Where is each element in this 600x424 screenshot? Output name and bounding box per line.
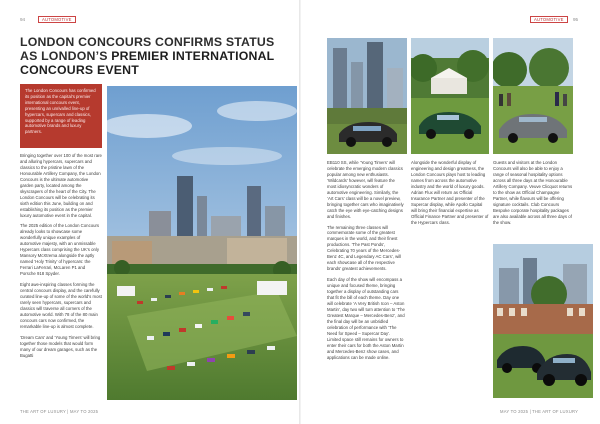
- paragraph: Guests and visitors at the London Concours will also be able to enjoy a range of seasonal hospitality options across all three days at the Honourable Artillery Company. Veuve Clicquot returns to the show as Official Champagne Partner, while flavours will be offering signature cocktails. Club Concours Bespoke corporate hospitality packages are also available across all three days of the show.: [493, 160, 573, 225]
- skyline-car-image: [327, 38, 407, 154]
- page-number-left: 94: [20, 17, 26, 22]
- aerial-city-lawn-image: [107, 86, 297, 400]
- footer-right: MAY TO 2025 | THE ART OF LUXURY: [500, 409, 579, 414]
- footer-issue-right: MAY TO 2025: [500, 409, 529, 414]
- right-page: [300, 0, 600, 424]
- section-tag-left: AUTOMOTIVE: [38, 16, 76, 23]
- section-tag-right: AUTOMOTIVE: [530, 16, 568, 23]
- paragraph: Bringing together over 100 of the most rare and alluring hypercars, supercars and classics to the pristine lawn of the Honourable Artillery Company, the London Concours is the ultimate automotive garden party, located among the skyscrapers of the heart of the City. The London Concours will be celebrating its sixth edition this June, building on and establishing its position as the premier luxury automotive event in the capital.: [20, 153, 102, 218]
- text-column-2: [327, 160, 405, 366]
- paragraph: Eight awe-inspiring classes forming the central concours display, and the carefully curated line-up of some of the world’s most rarely seen hypercars, supercars and classics will traverse all corners of the automotive world. With 78 of the 80 main concours cars now confirmed, the remarkable line-up is almost complete.: [20, 282, 102, 329]
- grey-classic-car-image: [493, 38, 573, 154]
- footer-title-left: THE ART OF LUXURY: [20, 409, 66, 414]
- footer-title-right: THE ART OF LUXURY: [532, 409, 579, 414]
- classic-green-car-image: [411, 38, 489, 154]
- aerial-concours-photo: [107, 86, 297, 400]
- headline-part1: LONDON CONCOURS CONFIRMS STATUS AS LONDON’S: [20, 35, 275, 63]
- paragraph: Each day of the show will encompass a unique and focused theme, bringing together a display of outstanding cars that fit the bill of each theme. Day one will celebrate ‘A Very British Icon – Aston Martin’, day two will turn attention to ‘The Greatest Marque – Mercedes-Benz’, and the final day will be an unbridled celebration of performance with ‘The Need for Speed – Supercar Day’. Limited space still remains for owners to enter their cars for both the Aston Martin and Mercedes-Benz show cases, and applications can be made online.: [327, 277, 405, 360]
- headline-part2: PREMIER INTERNATIONAL CONCOURS EVENT: [20, 48, 275, 77]
- intro-standfirst: The London Concours has confirmed its position as the capital’s premier international concours event, presenting an unrivalled line-up of hypercars, supercars and classics, supported by a range of leading automotive brands and luxury partners.: [20, 84, 102, 148]
- dark-classic-cars-image: [493, 244, 593, 398]
- photo-grey-classic-car: [493, 38, 573, 154]
- paragraph: EB110 SS, while ‘Young Timers’ will celebrate the emerging modern classics popular among new enthusiasts. ‘Wildcards’ however, will feature the most idiosyncratic wonders of automotive engineering. Similarly, the ‘Art Cars’ class will be a novel preview, bringing together cars who imaginatively catch the eye with eye-catching designs and finishes.: [327, 160, 404, 219]
- text-column-3: [411, 160, 489, 230]
- text-column-4: [493, 160, 573, 230]
- footer-issue-left: MAY TO 2025: [69, 409, 99, 414]
- paragraph: ‘Dream Cars’ and ‘Young Timers’ will bring together those models that would form many of our dream garages, such as the Bugatti: [20, 334, 101, 358]
- article-headline: [20, 36, 290, 77]
- text-column-1: [20, 153, 102, 364]
- photo-classic-green-car: [411, 38, 489, 154]
- photo-skyline-car: [327, 38, 407, 154]
- paragraph: Alongside the wonderful display of engineering and design greatness, the London Concours plays host to leading names from across the automotive industry and the world of luxury goods. Adrian Flux will return as Official Insurance Partner and presenter of the Supercar display, while Apollo Capital will bring their financial expertise as Official Finance Partner and presenter of the Hypercars class.: [411, 160, 489, 225]
- photo-dark-classic-cars: [493, 244, 593, 398]
- footer-left: THE ART OF LUXURY | MAY TO 2025: [20, 409, 99, 414]
- page-number-right: 95: [573, 17, 579, 22]
- paragraph: The 2025 edition of the London Concours already looks to showcase some wonderfully unique examples of automotive majesty, with an unmissable Hypercars class comprising the UK’s only Mansory McXtrema alongside the aptly named ‘Holy Trinity’ of hypercars: the Ferrari LaFerrari, McLaren P1 and Porsche 918 Spyder.: [20, 223, 100, 277]
- paragraph: The remaining three classes will commemorate some of the greatest marques in the world, and their finest productions. ‘The Past Ponds’, Celebrating 70 years of the Mercedes-Benz 4C, and Legendary AC Cars’, will each showcase all of the respective brands’ greatest achievements.: [327, 224, 402, 272]
